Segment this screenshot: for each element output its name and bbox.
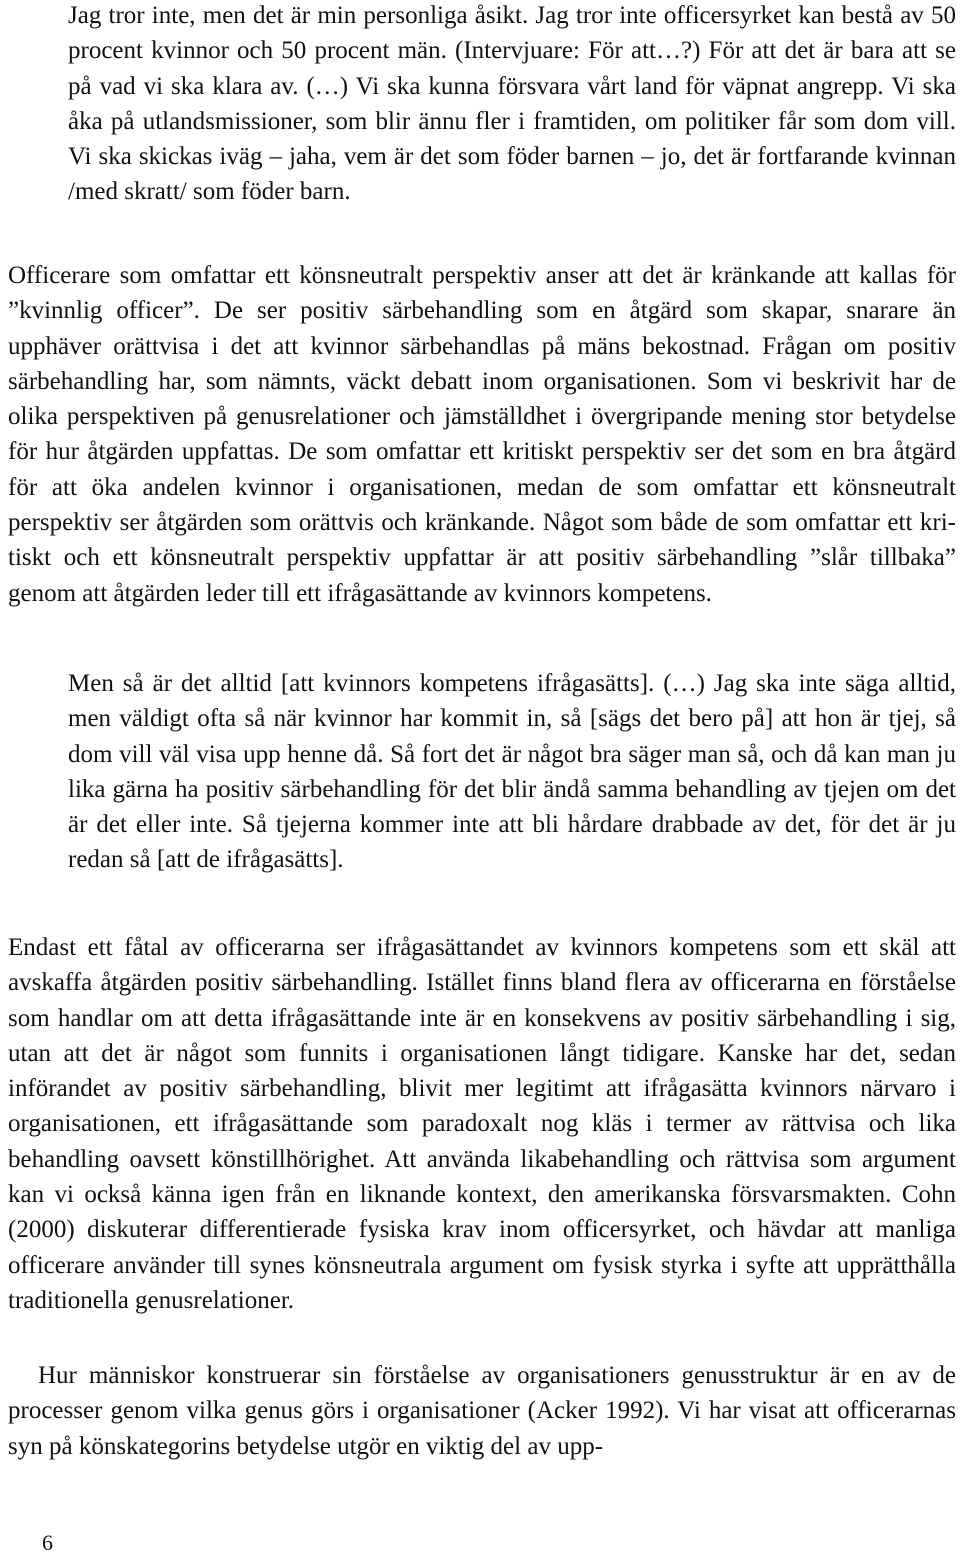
body-paragraph-1: Officerare som omfattar ett könsneutralt perspektiv anser att det är kränkande att kallas för ”kvinnlig officer”. De ser positiv särbehandling som en åtgärd som skapar, snarare än upphäver orättvisa i det att kvinnor särbehandlas på mäns bekostnad. Frågan om positiv särbehandling har, som nämnts, väckt debatt inom organisationen. Som vi beskrivit har de olika perspektiven på genusrelationer och jämställdhet i övergripande mening stor betydelse för hur åtgärden uppfattas. De som omfattar ett kritiskt perspektiv ser det som en bra åtgärd för att öka andelen kvinnor i organisationen, medan de som omfattar ett könsneutralt perspektiv ser åtgärden som orättvis och kränkande. Något som både de som omfattar ett kritiskt och ett könsneutralt perspektiv uppfattar är att positiv särbehandling ”slår tillbaka” genom att åtgärden leder till ett ifrågasättande av kvinnors kompetens. (8, 262, 956, 607)
body-paragraph-3: Hur människor konstruerar sin förståelse av organisationers genusstruktur är en av de processer genom vilka genus görs i organisationer (Acker 1992). Vi har visat att officerarnas syn på könskategorins betydelse utgör en viktig del av upp- (8, 1362, 956, 1460)
page-number: 6 (42, 1530, 53, 1555)
body-paragraph-2: Endast ett fåtal av officerarna ser ifrågasättandet av kvinnors kompetens som ett skäl att avskaffa åtgärden positiv särbehandling. Istället finns bland flera av officerarna en förståelse som handlar om att detta ifrågasättande inte är en konsekvens av positiv särbehandling i sig, utan att det är något som funnits i organisationen långt tidigare. Kanske har det, sedan införandet av positiv särbehandling, blivit mer legitimt att ifrågasätta kvinnors närvaro i organisationen, ett ifrågasättande som paradoxalt nog kläs i termer av rättvisa och lika behandling oavsett könstillhörighet. Att använda likabehandling och rättvisa som argument kan vi också känna igen från en liknande kontext, den amerikanska försvarsmakten. Cohn (2000) diskuterar differentierade fysiska krav inom officersyrket, och hävdar att manliga officerare använder till synes könsneutrala argument om fysisk styrka i syfte att upprätthålla traditionella genusrelationer. (8, 934, 956, 1314)
interview-quote-1: Jag tror inte, men det är min personliga åsikt. Jag tror inte officersyrket kan bestå av 50 procent kvinnor och 50 procent män. (Intervjuare: För att…?) För att det är bara att se på vad vi ska klara av. (…) Vi ska kunna försvara vårt land för väpnat angrepp. Vi ska åka på utlandsmissioner, som blir ännu fler i framtiden, om politiker får som dom vill. Vi ska skickas iväg – jaha, vem är det som föder barnen – jo, det är fortfarande kvinnan /med skratt/ som föder barn. (68, 2, 956, 206)
interview-quote-2: Men så är det alltid [att kvinnors kompetens ifrågasätts]. (…) Jag ska inte säga alltid, men väldigt ofta så när kvinnor har kommit in, så [sägs det bero på] att hon är tjej, så dom vill väl visa upp henne då. Så fort det är något bra säger man så, och då kan man ju lika gärna ha positiv särbehandling för det blir ändå samma behandling av tjejen om det är det eller inte. Så tjejerna kommer inte att bli hårdare drabbade av det, för det är ju redan så [att de ifrågasätts]. (68, 670, 956, 874)
